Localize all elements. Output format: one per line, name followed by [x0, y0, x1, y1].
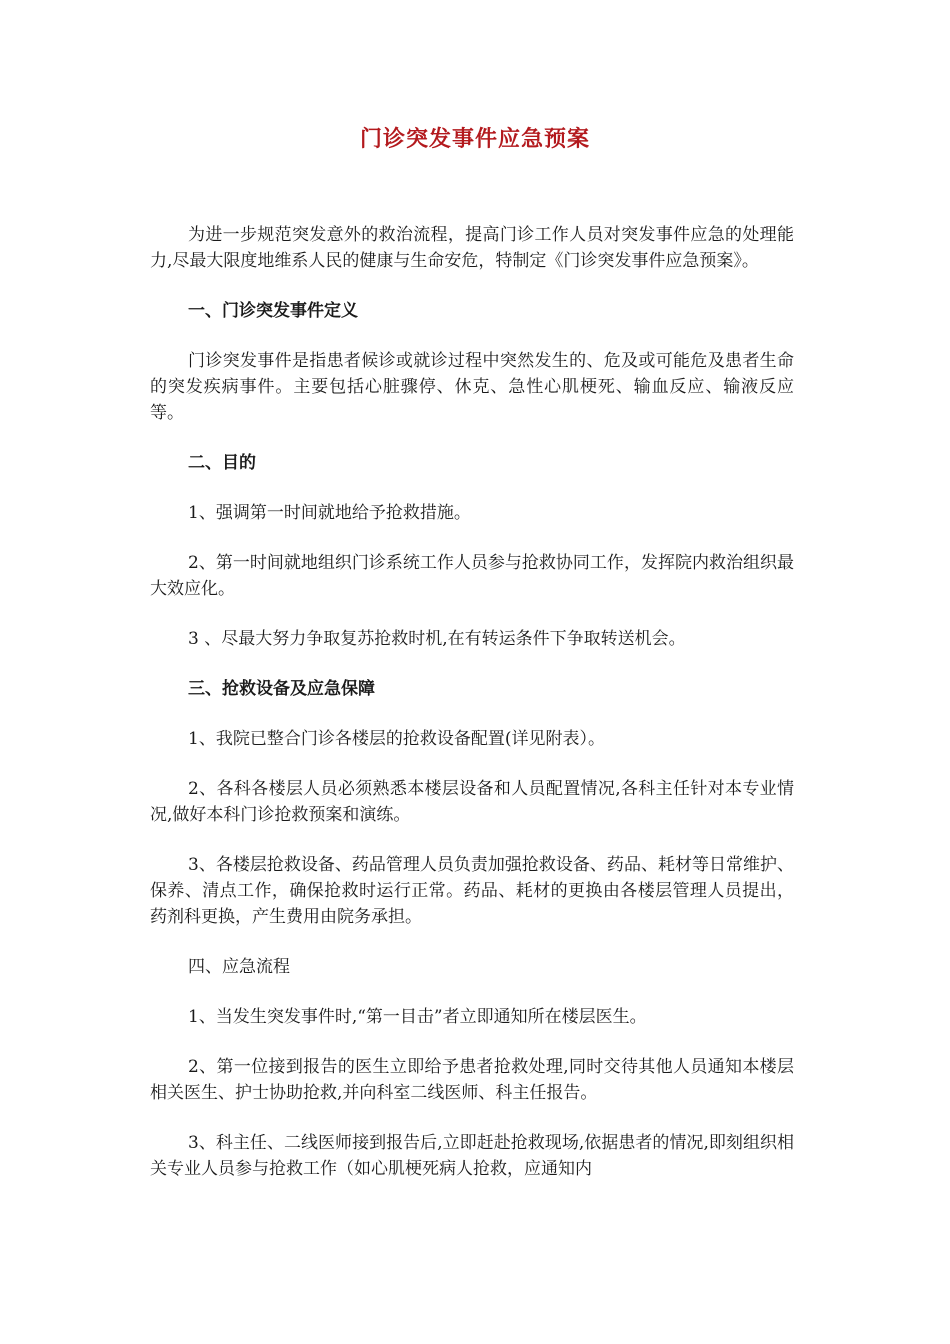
purpose-item: 1、强调第一时间就地给予抢救措施。: [188, 503, 471, 523]
procedure-item: 1、当发生突发事件时,“第一目击”者立即通知所在楼层医生。: [188, 1007, 647, 1027]
intro-paragraph: 为进一步规范突发意外的救治流程，提高门诊工作人员对突发事件应急的处理能力,尽最大限度地维系人民的健康与生命安危，特制定《门诊突发事件应急预案》。: [150, 225, 794, 271]
equipment-item: 2、各科各楼层人员必须熟悉本楼层设备和人员配置情况,各科主任针对本专业情况,做好本科门诊抢救预案和演练。: [150, 779, 794, 825]
procedure-item: 2、第一位接到报告的医生立即给予患者抢救处理,同时交待其他人员通知本楼层相关医生、护士协助抢救,并向科室二线医师、科主任报告。: [150, 1057, 794, 1103]
equipment-item: 1、我院已整合门诊各楼层的抢救设备配置(详见附表）。: [188, 729, 605, 749]
procedure-item: 3、科主任、二线医师接到报告后,立即赶赴抢救现场,依据患者的情况,即刻组织相关专业人员参与抢救工作（如心肌梗死病人抢救，应通知内: [150, 1133, 794, 1179]
section-heading-equipment: 三、抢救设备及应急保障: [188, 679, 375, 699]
document-body: [150, 222, 794, 1182]
definition-paragraph: 门诊突发事件是指患者候诊或就诊过程中突然发生的、危及或可能危及患者生命的突发疾病事件。主要包括心脏骤停、休克、急性心肌梗死、输血反应、输液反应等。: [150, 351, 794, 423]
section-heading-procedure: 四、应急流程: [188, 957, 290, 977]
purpose-item: 2、第一时间就地组织门诊系统工作人员参与抢救协同工作，发挥院内救治组织最大效应化。: [150, 553, 794, 599]
purpose-item: 3 、尽最大努力争取复苏抢救时机,在有转运条件下争取转送机会。: [188, 629, 686, 649]
document-title: 门诊突发事件应急预案: [359, 126, 590, 152]
equipment-item: 3、各楼层抢救设备、药品管理人员负责加强抢救设备、药品、耗材等日常维护、保养、清点工作，确保抢救时运行正常。药品、耗材的更换由各楼层管理人员提出，药剂科更换，产生费用由院务承担。: [150, 855, 794, 927]
section-heading-definition: 一、门诊突发事件定义: [188, 301, 358, 321]
section-heading-purpose: 二、目的: [188, 453, 256, 473]
